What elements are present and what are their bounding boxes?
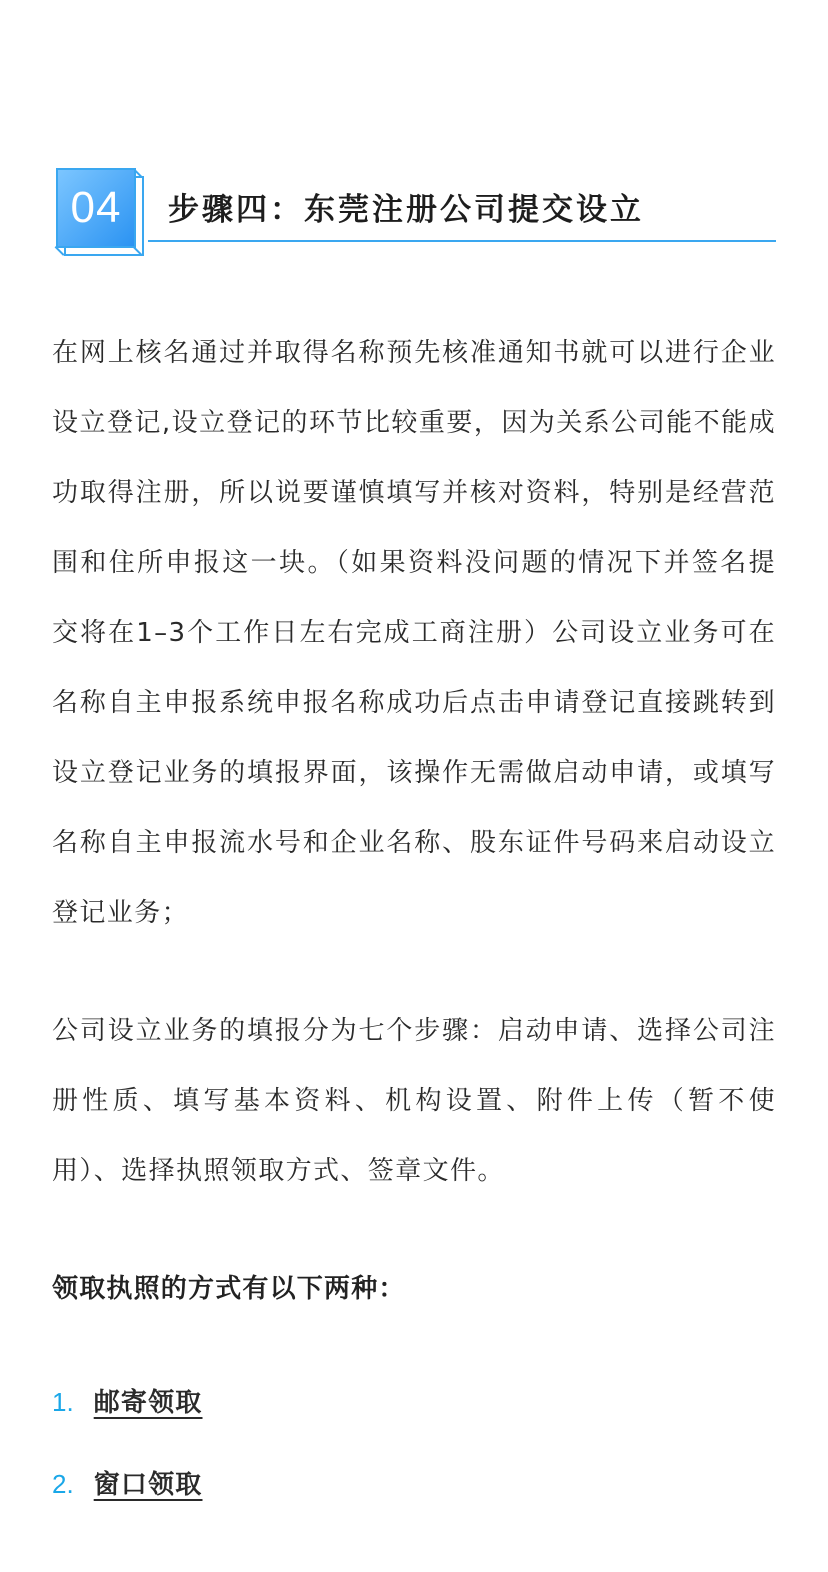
- list-item: [52, 1382, 203, 1419]
- section-title: 步骤四：东莞注册公司提交设立: [168, 192, 644, 228]
- title-underline: [148, 240, 776, 242]
- list-number: 2.: [52, 1469, 74, 1499]
- section-heading: [56, 168, 776, 260]
- step-number: 04: [70, 183, 122, 232]
- subheading: 领取执照的方式有以下两种：: [52, 1274, 406, 1304]
- list-item: [52, 1464, 203, 1501]
- body-paragraph-1: 在网上核名通过并取得名称预先核准通知书就可以进行企业设立登记,设立登记的环节比较重要，因为关系公司能不能成功取得注册，所以说要谨慎填写并核对资料，特别是经营范围和住所申报这一块。（如果资料没问题的情况下并签名提交将在1–3个工作日左右完成工商注册）公司设立业务可在名称自主申报系统申报名称成功后点击申请登记直接跳转到设立登记业务的填报界面，该操作无需做启动申请，或填写名称自主申报流水号和企业名称、股东证件号码来启动设立登记业务；: [52, 338, 776, 928]
- list-number: 1.: [52, 1387, 74, 1417]
- list-item-label: 窗口领取: [93, 1470, 203, 1500]
- step-number-badge: [56, 168, 136, 248]
- body-paragraph-2: 公司设立业务的填报分为七个步骤：启动申请、选择公司注册性质、填写基本资料、机构设置、附件上传（暂不使用）、选择执照领取方式、签章文件。: [52, 1016, 776, 1186]
- list-item-label: 邮寄领取: [93, 1388, 203, 1418]
